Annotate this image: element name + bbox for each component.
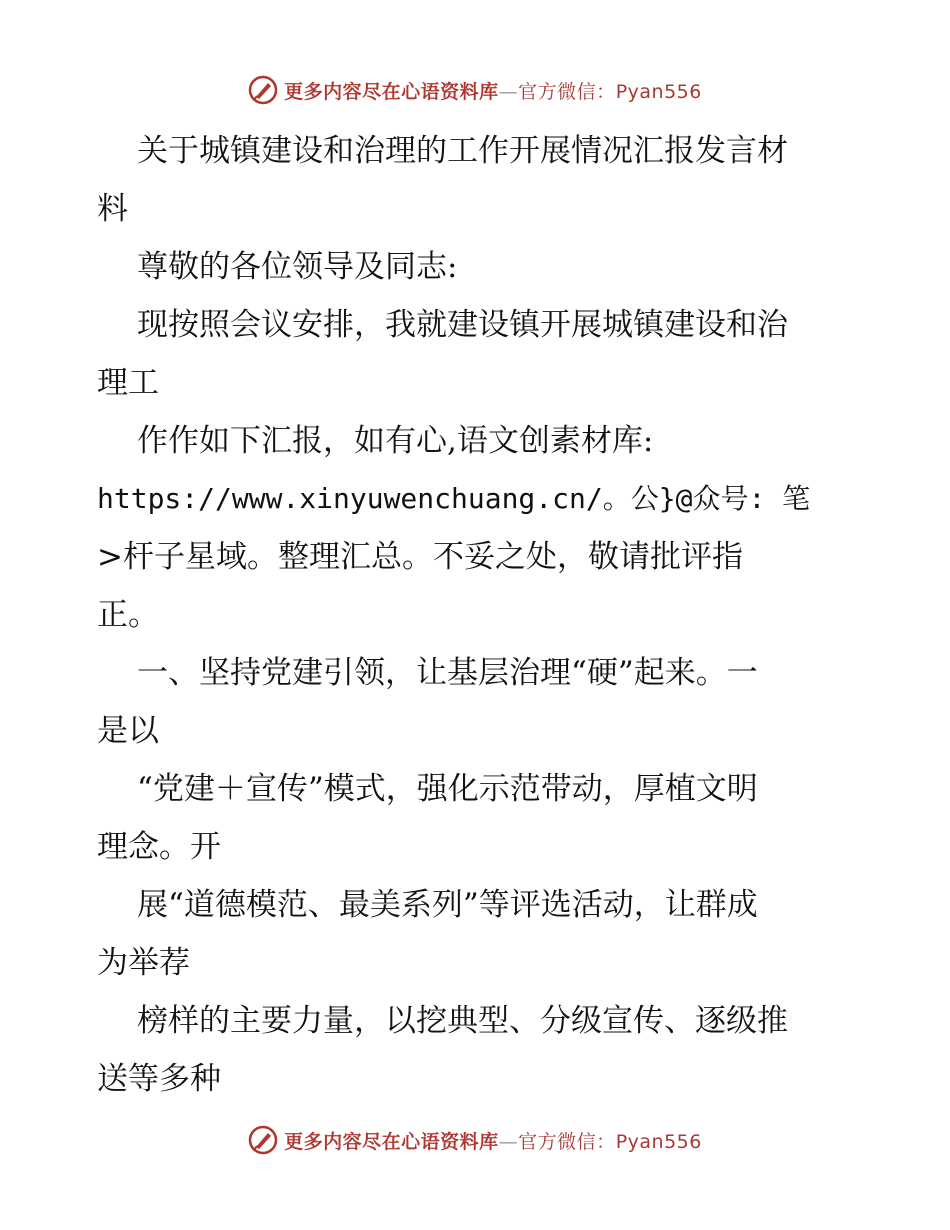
paragraph-line: “党建＋宣传”模式，强化示范带动，厚植文明 xyxy=(137,771,758,807)
header-wechat-label: 官方微信： xyxy=(518,80,616,103)
paragraph-line: >杆子星域。整理汇总。不妥之处，敬请批评指 xyxy=(97,539,743,575)
section-heading-line: 一、坚持党建引领，让基层治理“硬”起来。一 xyxy=(137,655,758,691)
footer-wechat-id: Pyan556 xyxy=(615,1130,702,1153)
paragraph-line: 作作如下汇报，如有心,语文创素材库: xyxy=(137,423,654,459)
paragraph-line: 展“道德模范、最美系列”等评选活动，让群成 xyxy=(137,887,758,923)
header-banner-text xyxy=(284,77,702,104)
paragraph-line: 理工 xyxy=(97,365,159,401)
footer-banner xyxy=(0,1120,950,1160)
footer-banner-text xyxy=(284,1127,702,1154)
quill-pen-logo-icon xyxy=(248,75,278,105)
paragraph-line: 是以 xyxy=(97,713,159,749)
quill-pen-logo-icon xyxy=(248,1125,278,1155)
paragraph-line: 榜样的主要力量，以挖典型、分级宣传、逐级推 xyxy=(137,1003,788,1039)
paragraph-line: 理念。开 xyxy=(97,829,221,865)
footer-wechat-label: 官方微信： xyxy=(518,1130,616,1153)
url-line: https://www.xinyuwenchuang.cn/。公}@众号: 笔 xyxy=(97,482,811,515)
header-banner xyxy=(0,70,950,110)
footer-brand-text: 更多内容尽在心语资料库 xyxy=(284,1130,499,1153)
document-title-line-2: 料 xyxy=(97,191,128,227)
paragraph-line: 现按照会议安排，我就建设镇开展城镇建设和治 xyxy=(137,307,788,343)
header-brand-text: 更多内容尽在心语资料库 xyxy=(284,80,499,103)
document-body xyxy=(97,122,857,1108)
paragraph-line: 为举荐 xyxy=(97,945,190,981)
document-title-line-1: 关于城镇建设和治理的工作开展情况汇报发言材 xyxy=(137,133,788,169)
header-dash: — xyxy=(498,80,519,103)
footer-dash: — xyxy=(498,1130,519,1153)
paragraph-line: 送等多种 xyxy=(97,1061,221,1097)
header-wechat-id: Pyan556 xyxy=(615,80,702,103)
paragraph-line: 正。 xyxy=(97,597,159,633)
salutation-line: 尊敬的各位领导及同志: xyxy=(137,249,458,285)
